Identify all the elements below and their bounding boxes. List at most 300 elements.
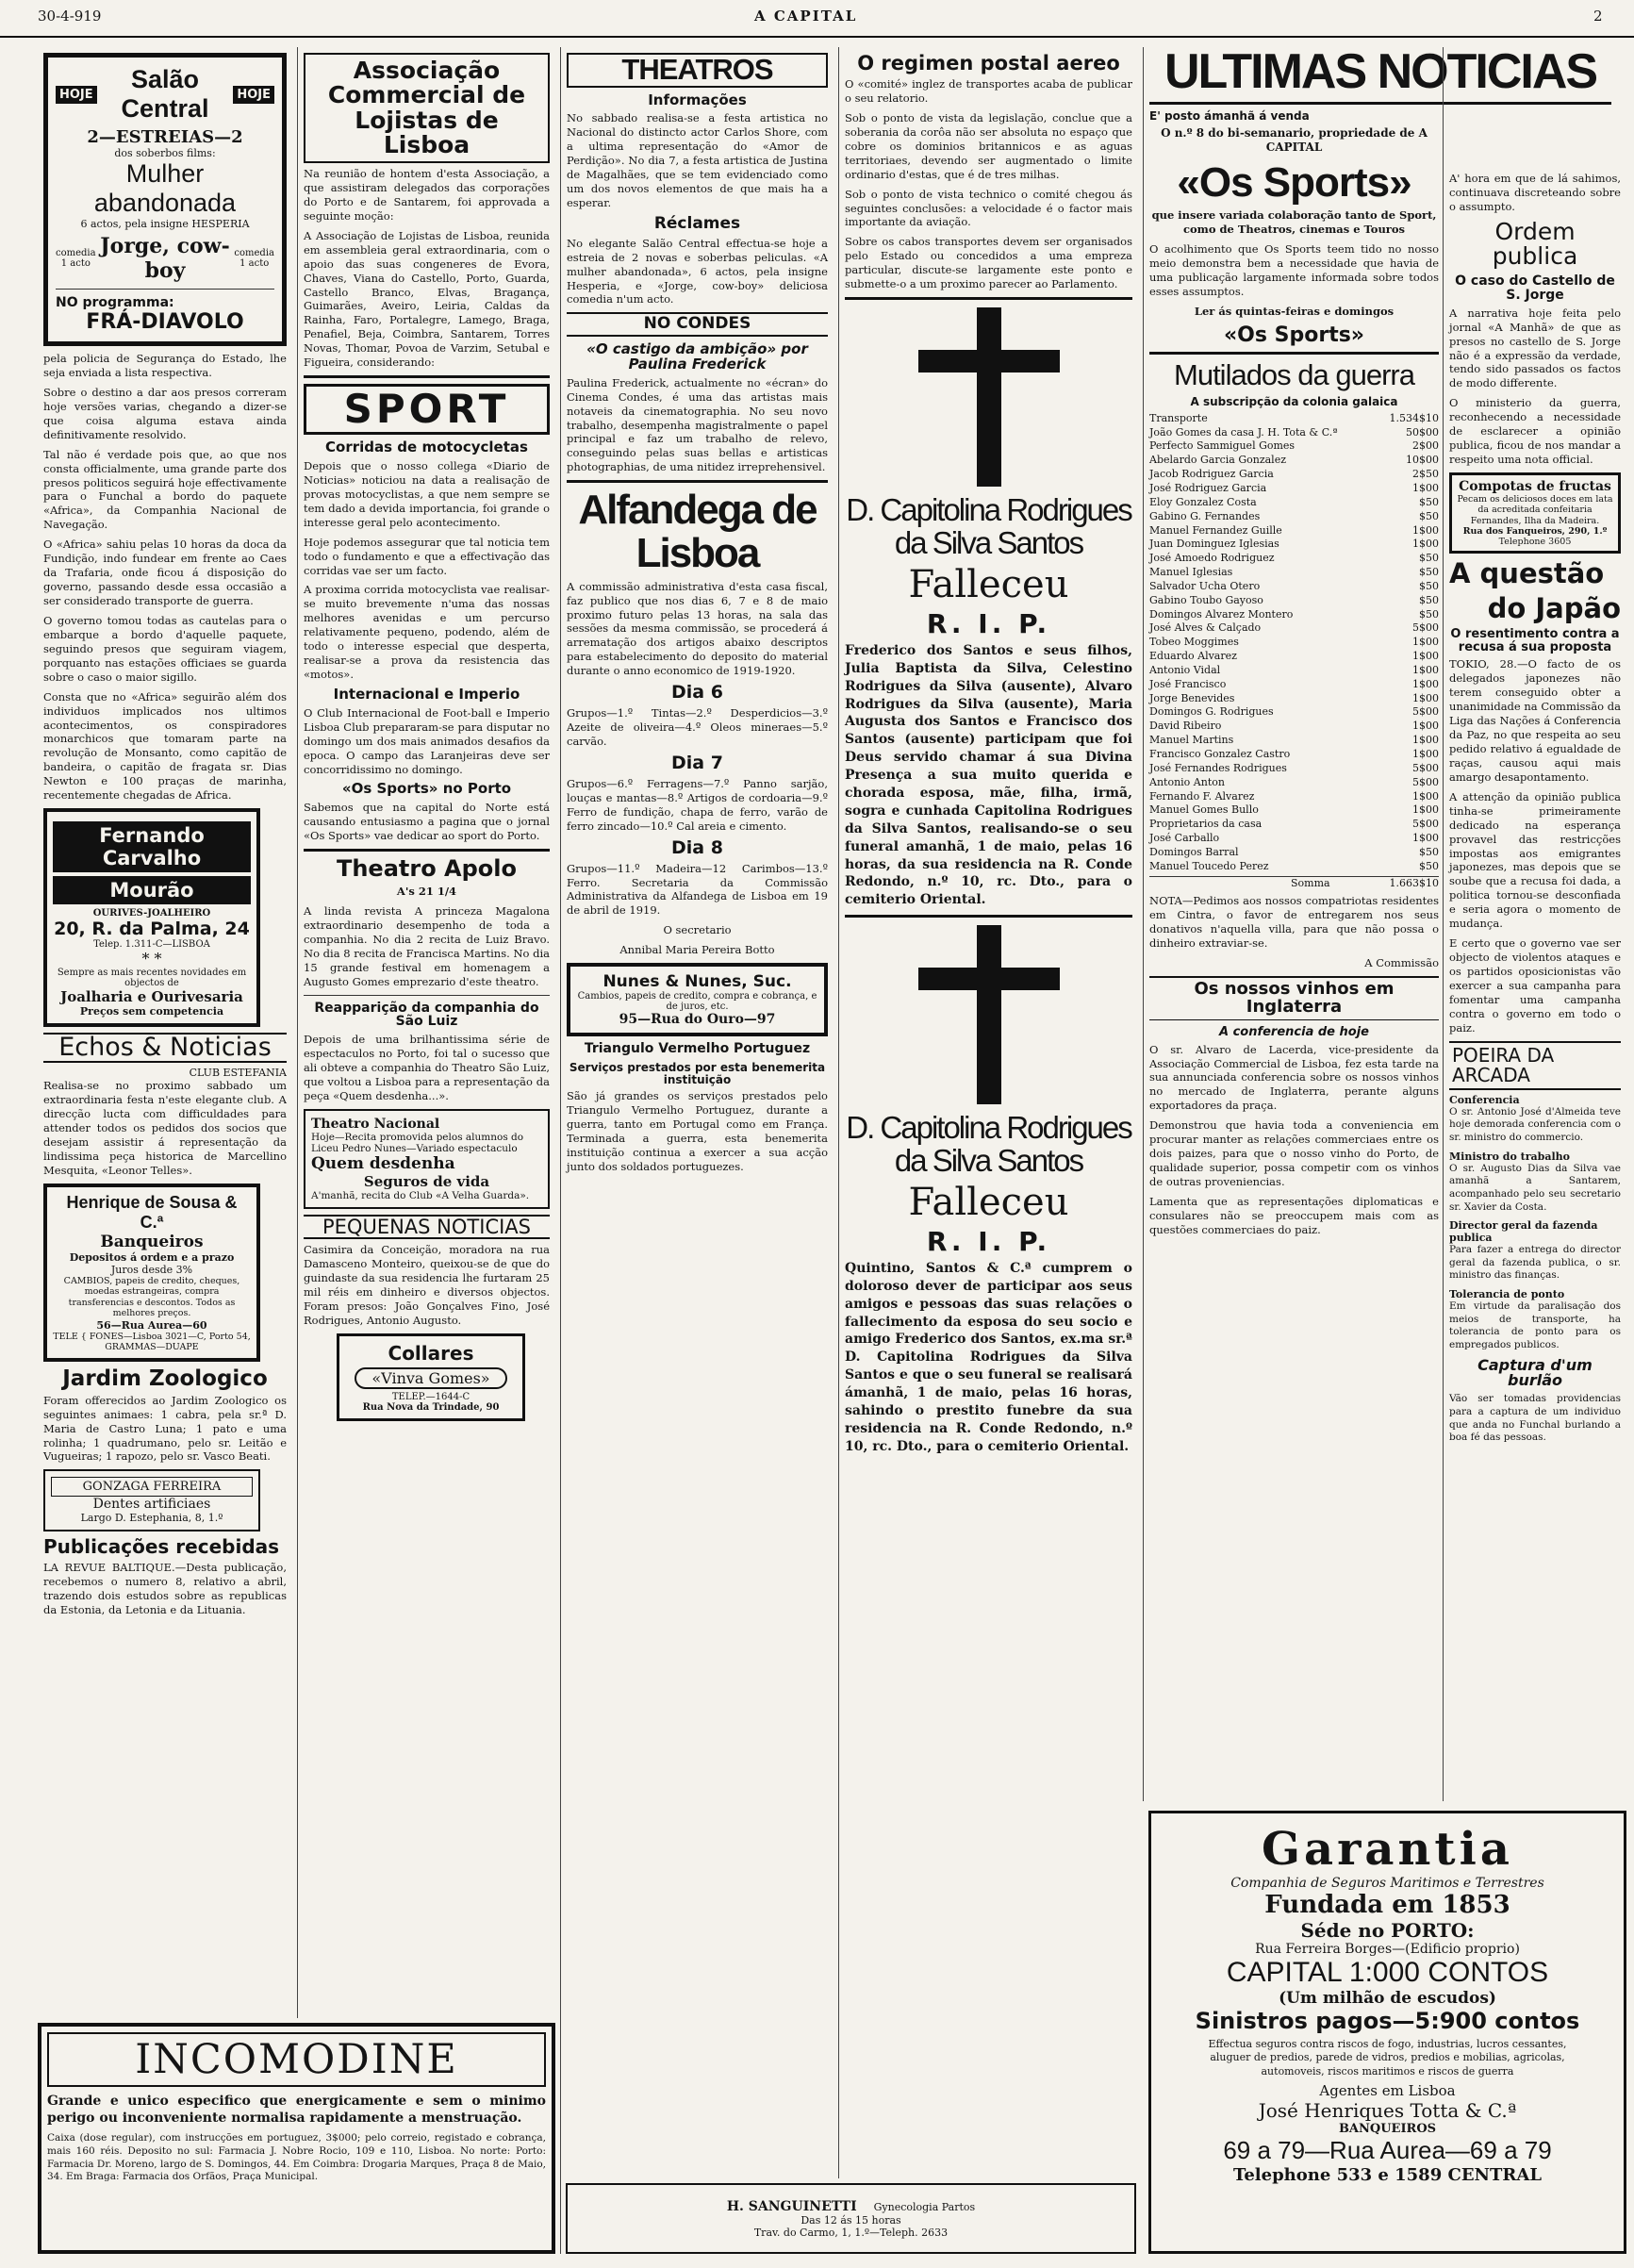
salao-title: Salão Central [121, 65, 209, 123]
hoje-right: HOJE [233, 86, 274, 104]
japao-sub: O resentimento contra a recusa á sua proposta [1450, 627, 1620, 654]
sports-text: O acolhimento que Os Sports teem tido no nosso meio demonstra bem a necessidade que havia de uma publicação largamente informada sobre todos esses assumptos. [1149, 241, 1439, 298]
sousa-phones: TELE { FONES—Lisboa 3021—C, Porto 54, GRAMMAS—DUAPE [53, 1331, 251, 1352]
echos-title: Echos & Noticias [43, 1033, 287, 1063]
subscriber-name: Proprietarios da casa [1149, 818, 1263, 831]
garantia-address: 69 a 79—Rua Aurea—69 a 79 [1223, 2135, 1552, 2164]
condes-sub: «O castigo da ambição» por Paulina Frederick [586, 340, 808, 372]
subscriber-name: Domingos Barral [1149, 845, 1239, 858]
garantia-name: Garantia [1262, 1823, 1513, 1876]
pequenas-text: Casimira da Conceição, moradora na rua Damasceno Monteiro, queixou-se de que do guindaste da sua residencia lhe furtaram 25 mil réis em dinheiro e diversos objectos. Foram presos: João Gonçalves Fino, José Rodrigues, Antonio Augusto. [304, 1242, 550, 1327]
article-text: Tal não é verdade pois que, ao que nos consta officialmente, uma grande parte dos presos politicos seguirá hoje effectivamente para o Funchal a bordo do paquete «Africa», da Companhia Nacional de Navegação. [43, 447, 287, 532]
film-1: Mulher abandonada [93, 159, 237, 217]
publications-text: LA REVUE BALTIQUE.—Desta publicação, recebemos o numero 8, relativo a abril, trazendo dois estudos sobre as republicas da Estonia, da Letonia e da Lituania. [43, 1561, 287, 1617]
poeira-text: Em virtude da paralisação dos meios de transporte, ha tolerancia de ponto para os empregados publicos. [1449, 1300, 1621, 1351]
programme-label: NO programma: [56, 295, 174, 310]
subscription-row [1149, 720, 1439, 734]
subscriber-amount: $50 [1419, 607, 1439, 621]
sport-text: Sabemos que na capital do Norte está causando entusiasmo a pagina que o jornal «Os Sports» vae dedicar ao sport do Porto. [304, 801, 550, 843]
assoc-text: Na reunião de hontem d'esta Associação, a que assistiram delegados das corporações do Porto e de Santarem, foi approvada a seguinte moção: [304, 167, 550, 223]
subscription-row [1149, 762, 1439, 776]
sousa-trade: Banqueiros [100, 1233, 204, 1252]
subscriber-name: Manuel Gomes Bullo [1149, 803, 1259, 817]
subscriber-name: José Fernandes Rodrigues [1149, 761, 1287, 774]
poeira-text: Para fazer a entrega do director geral da fazenda publica, o sr. ministro das finanças. [1449, 1244, 1621, 1282]
sport-text: Hoje podemos assegurar que tal noticia tem todo o fundamento e que a effectivação das corridas vae ser um facto. [304, 535, 550, 577]
mutilados-title: Mutilados da guerra [1174, 357, 1414, 391]
subscriber-amount: 50$00 [1406, 425, 1439, 439]
sousa-name: Henrique de Sousa & C.ª [66, 1193, 238, 1233]
asterisk-icon: * * [141, 950, 162, 968]
gonzaga-ad [43, 1469, 260, 1531]
subscription-row [1149, 552, 1439, 566]
obituary-text: Frederico dos Santos e seus filhos, Julia Baptista da Silva, Celestino Rodrigues da Silva (ausente), Alvaro Rodrigues da Silva (ausente), Maria Augusta dos Santos e Francisco dos Santos (ausente) participam que foi Deus servido chamar á sua Divina Presença a sua muito querida e chorada esposa, mãe, filha, irmã, sogra e cunhada Capitolina Rodrigues da Silva Santos, realisando-se o seu funeral amanhã, 1 de maio, pelas 16 horas, da sua residencia na R. Conde Redondo, n.º 10, rc. Dto., para o cemiterio Oriental. [845, 642, 1132, 908]
sousa-rates: Juros desde 3% [110, 1264, 193, 1277]
film-2: Jorge, cow-boy [100, 234, 230, 283]
column-1 [38, 47, 292, 2254]
subscriber-name: Abelardo Garcia Gonzalez [1149, 454, 1286, 467]
subscriber-name: José Rodriguez Garcia [1149, 481, 1267, 494]
japao-title-1: A questão [1449, 557, 1605, 590]
column-2 [297, 47, 555, 2018]
subscriber-name: José Francisco [1149, 677, 1227, 690]
nunes-name: Nunes & Nunes, Suc. [602, 972, 792, 992]
sport-text: O Club Internacional de Foot-ball e Imperio Lisboa Club prepararam-se para disputar no domingo um dos mais animados desafios da epoca. O campo das Laranjeiras deve ser concorridissimo no domingo. [304, 705, 550, 776]
japao-text: A attenção da opinião publica tinha-se primeiramente dedicado na esperança provavel das restricções impostas aos emigrantes japonezes, mas depois que se soube que a recusa foi dada, a politica tornou-se desconfiada e seria agora o momento de mudança. [1449, 789, 1621, 931]
gonzaga-name: GONZAGA FERREIRA [51, 1477, 253, 1497]
publications-title: Publicações recebidas [43, 1535, 280, 1559]
burlao-text: Vão ser tomadas providencias para a captura de um individuo que anda no Funchal burlando a boa fé das pessoas. [1449, 1393, 1621, 1444]
garantia-sinistros: Sinistros pagos—5:900 contos [1195, 2008, 1580, 2034]
pequenas-title: PEQUENAS NOTICIAS [304, 1215, 550, 1239]
vinhos-text: Demonstrou que havia toda a conveniencia em procurar manter as relações commerciaes entre os dois paizes, para que o nosso vinho do Porto, de qualidade superior, possa competir com os vinhos de outras proveniencias. [1149, 1118, 1439, 1188]
column-3 [560, 47, 834, 2254]
echos-text: Realisa-se no proximo sabbado um extraordinaria festa n'este elegante club. A direcção lucta com difficuldades para attender todos os pedidos dos socios que desejam assistir á representação da lindissima peça historica de Marcellino Mesquita, «Leonor Telles». [43, 1079, 287, 1178]
subscription-row [1149, 748, 1439, 762]
poeira-heading: Conferencia [1449, 1093, 1520, 1106]
jeweller-address: 20, R. da Palma, 24 [54, 919, 250, 940]
vinhos-text: O sr. Alvaro de Lacerda, vice-presidente da Associação Commercial de Lisboa, fez esta tarde na sua annunciada conferencia sobre os nossos vinhos no mercado de Inglaterra, perante alguns exportadores da praça. [1149, 1042, 1439, 1113]
film-2-left: comedia 1 acto [56, 248, 96, 269]
postal-text: Sob o ponto de vista da legislação, conclue que a soberania da corôa não ser absoluta no espaço que cobre os dominios britannicos e as aguas territoriaes, devendo ser augmentado o limite ordinario d'estas, que é de tres milhas. [845, 110, 1132, 181]
salao-central-ad [43, 53, 287, 346]
secretario-name: Annibal Maria Pereira Botto [619, 943, 775, 957]
apolo-text: A linda revista A princeza Magalona extraordinario desempenho de toda a companhia. No dia 2 recita de Luiz Bravo. No dia 8 recita de Francisca Martins. No dia 15 grande festival em homenagem a Augusto Gomes emprezario d'este theatro. [304, 904, 550, 988]
subscription-row [1149, 860, 1439, 874]
jeweller-name-2: Mourão [53, 876, 251, 904]
nunes-address: 95—Rua do Ouro—97 [619, 1012, 776, 1028]
subscriber-name: Manuel Iglesias [1149, 566, 1233, 579]
subscriber-amount: 2$50 [1412, 468, 1439, 481]
film-1-note: 6 actos, pela insigne HESPERIA [80, 218, 250, 230]
subscriber-name: José Carballo [1149, 832, 1220, 845]
vinhos-text: Lamenta que as representações diplomaticas e consulares não se preoccupem mais com as questões commerciaes do paiz. [1149, 1194, 1439, 1236]
subscription-row [1149, 832, 1439, 846]
subscriber-name: Domingos Alvarez Montero [1149, 607, 1294, 621]
apolo-title: Theatro Apolo [336, 855, 518, 883]
subscription-row [1149, 678, 1439, 692]
ultimas-title: ULTIMAS NOTICIAS [1149, 47, 1611, 105]
poeira-text: O sr. Augusto Dias da Silva vae amanhã a Santarem, acompanhado pelo seu secretario sr. Xavier da Costa. [1449, 1162, 1621, 1213]
subscriber-name: Transporte [1149, 411, 1208, 424]
subscription-row [1149, 510, 1439, 524]
masthead [0, 0, 1634, 38]
dia-7-text: Grupos—6.º Ferragens—7.º Panno sarjão, louças e mantas—8.º Artigos de cordoaria—9.º Ferro de fundição, chapa de ferro, varão de ferro zincado—10.º Cal areia e cimento. [567, 776, 828, 833]
sousa-address: 56—Rua Aurea—60 [96, 1318, 207, 1332]
postal-text: Sobre os cabos transportes devem ser organisados pelo Estado ou concedidos a uma empreza particular, discute-se largamente este ponto e submette-o a um proximo parecer ao Parlamento. [845, 235, 1132, 291]
subscription-row [1149, 580, 1439, 594]
total-value: 1.663$10 [1389, 876, 1439, 889]
sport-title: SPORT [304, 384, 550, 435]
subscriber-name: Manuel Toucedo Perez [1149, 859, 1269, 872]
obituary-2 [845, 925, 1132, 1455]
commissao: A Commissão [1364, 956, 1439, 970]
subscriber-amount: 1$00 [1412, 677, 1439, 690]
assoc-text: A Associação de Lojistas de Lisboa, reunida em assembleia geral extraordinaria, com o apoio das suas congeneres de Evora, Chaves, Viana do Castello, Porto, Guarda, Castello Branco, Elvas, Bragança, Guimarães, Aveiro, Leiria, Caldas da Rainha, Faro, Portalegre, Lamego, Braga, Penafiel, Beja, Coimbra, Santarem, Torres Novas, Thomar, Povoa de Varzim, Setubal e Figueira, considerando: [304, 228, 550, 370]
subscription-row [1149, 818, 1439, 832]
masthead-page-number: 2 [1593, 8, 1603, 25]
hoje-left: HOJE [56, 86, 97, 104]
postal-text: O «comité» inglez de transportes acaba de publicar o seu relatorio. [845, 77, 1132, 105]
trindade-line: Hoje—Recita promovida pelos alumnos do Liceu Pedro Nunes—Variado espectaculo [311, 1131, 524, 1154]
sports-text: Ler ás quintas-feiras e domingos [1194, 304, 1395, 318]
sanguinetti-address: Trav. do Carmo, 1, 1.º—Teleph. 2633 [753, 2226, 949, 2239]
subscription-row [1149, 636, 1439, 650]
jeweller-trade: OURIVES-JOALHEIRO [92, 908, 211, 919]
japao-text: TOKIO, 28.—O facto de os delegados japonezes não terem conseguido obter a unanimidade na Commissão da Liga das Nações á Conferencia da Paz, no que respeita ao seu pedido relativo á egualdade de raças, causou aqui mais amargo desapontamento. [1449, 657, 1621, 784]
japao-text: E certo que o governo vae ser objecto de violentos ataques e os partidos oposicionistas vão exercer a sua campanha para fomentar uma campanha contra o governo em todo o paiz. [1449, 936, 1621, 1035]
garantia-agent-trade: BANQUEIROS [1338, 2121, 1437, 2136]
subscriber-amount: $50 [1419, 566, 1439, 579]
theatros-text: No sabbado realisa-se a festa artistica no Nacional do distincto actor Carlos Shore, com a ultima representação do «Amor de Perdição». No dia 7, a festa artistica de Justina de Magalhães, que se tem evidenciado como um dos novos elementos de que mais ha a esperar. [567, 111, 828, 209]
subscription-row [1149, 524, 1439, 538]
poeira-text: O sr. Antonio José d'Almeida teve hoje demorada conferencia com o sr. ministro do commercio. [1449, 1105, 1621, 1143]
subscriber-amount: 1$00 [1412, 538, 1439, 551]
collares-ad [337, 1333, 525, 1421]
article-text: O «Africa» sahiu pelas 10 horas da doca da Fundição, indo fundear em frente ao Caes da Trafaria, onde ficou á disposição do governo, passando desde essa occasião a ser considerado transporte de guerra. [43, 538, 287, 607]
sanguinetti-trade: Gynecologia Partos [873, 2200, 976, 2213]
sport-heading: Internacional e Imperio [333, 686, 520, 704]
sousa-bank-ad [43, 1184, 260, 1362]
subscriber-amount: 1$00 [1412, 803, 1439, 817]
subscriber-amount: $50 [1419, 593, 1439, 606]
trindade-title: Theatro Nacional [311, 1116, 440, 1132]
subscription-row [1149, 594, 1439, 608]
incomodine-title: INCOMODINE [47, 2032, 546, 2087]
subscription-row [1149, 496, 1439, 510]
subscription-row [1149, 776, 1439, 790]
subscriber-amount: 1.534$10 [1389, 411, 1439, 424]
garantia-agent-name: José Henriques Totta & C.ª [1258, 2098, 1517, 2122]
trindade-tail: A'manhã, recita do Club «A Velha Guarda». [311, 1189, 530, 1201]
jeweller-tag-3: Preços sem competencia [79, 1005, 224, 1018]
vinhos-title: Os nossos vinhos em Inglaterra [1149, 976, 1439, 1020]
sousa-cambios: CAMBIOS, papeis de credito, cheques, moedas estrangeiras, compra transferencias e descontos. Todos as melhores preços. [63, 1276, 240, 1319]
subscriber-name: José Amoedo Rodriguez [1149, 552, 1275, 565]
sport-heading: «Os Sports» no Porto [341, 780, 512, 798]
reclames-text: No elegante Salão Central effectua-se hoje a estreia de 2 novas e soberbas peliculas. «A mulher abandonada», 6 actos, pela insigne Hesperia, e «Jorge, cow-boy» deliciosa comedia n'um acto. [567, 236, 828, 306]
jeweller-phone: Telep. 1.311-C—LISBOA [93, 939, 210, 951]
gonzaga-line: Dentes artificiaes [92, 1497, 211, 1513]
article-text: Sobre o destino a dar aos presos correram hoje versões varias, chegando a dizer-se que coisa alguma estava ainda definitivamente resolvido. [43, 385, 287, 441]
triangulo-title: Triangulo Vermelho Portuguez [584, 1041, 811, 1057]
alfandega-text: A commissão administrativa d'esta casa fiscal, faz publico que nos dias 6, 7 e 8 de maio proximo futuro pelas 13 horas, na sala das sessões da mesma commissão, se procederá á arrematação dos artigos abaixo descriptos para estabelecimento do deposito do material durante o anno economico de 1919-1920. [567, 579, 828, 678]
informacoes: Informações [648, 91, 747, 108]
sports-text: O n.º 8 do bi-semanario, propriedade de A CAPITAL [1161, 125, 1428, 155]
poeira-heading: Tolerancia de ponto [1449, 1288, 1565, 1301]
subscriber-name: José Alves & Calçado [1149, 621, 1262, 635]
jeweller-tag-1: Sempre as mais recentes novidades em objectos de [57, 968, 247, 989]
subscriber-amount: $50 [1419, 845, 1439, 858]
sousa-deposits: Depositos á ordem e a prazo [69, 1251, 235, 1265]
subscriber-amount: 1$00 [1412, 650, 1439, 663]
subscription-row [1149, 439, 1439, 454]
sports-lead: E' posto ámanhã á venda [1149, 109, 1310, 123]
garantia-ad [1148, 1811, 1626, 2254]
compotas-line: Pecam os deliciosos doces em lata da acreditada confeitaria Fernandes, Ilha da Madeira. [1457, 494, 1613, 526]
trindade-ad [304, 1109, 550, 1209]
subscription-row [1149, 608, 1439, 622]
triangulo-text: São já grandes os serviços prestados pelo Triangulo Vermelho Portuguez, durante a guerra, tanto em Portugal como em França. Terminada a guerra, esta benemerita instituição continua a exercer a sua acção junto dos soldados portuguezes. [567, 1089, 828, 1173]
garantia-note: Effectua seguros contra riscos de fogo, industrias, lucros cessantes, aluguer de predios, parede de vidros, predios e mobilias, agricolas, automoveis, riscos maritimos e riscos de guerra [1208, 2038, 1567, 2078]
incomodine-ad [38, 2023, 555, 2254]
subscriber-name: Perfecto Sammiguel Gomes [1149, 439, 1296, 453]
subscription-row [1149, 566, 1439, 580]
subscription-row [1149, 412, 1439, 426]
subscriber-amount: 1$00 [1412, 832, 1439, 845]
subscriber-name: Fernando F. Alvarez [1149, 789, 1255, 803]
subscriber-name: Tobeo Moggimes [1149, 636, 1239, 649]
obituary-name: D. Capitolina Rodrigues da Silva Santos [846, 492, 1131, 560]
obituary-1 [845, 307, 1132, 909]
reclames-title: Réclames [653, 213, 741, 233]
garantia-agents: Agentes em Lisboa [1319, 2081, 1456, 2099]
incomodine-tag: Grande e unico especifico que energicamente e sem o minimo perigo ou inconveniente normalisa rapidamente a menstruação. [47, 2094, 546, 2127]
subscriber-amount: 10$00 [1406, 454, 1439, 467]
subscriber-amount: 2$00 [1412, 439, 1439, 453]
subscriber-name: Eloy Gonzalez Costa [1149, 495, 1257, 508]
sanguinetti-hours: Das 12 ás 15 horas [800, 2213, 901, 2227]
gonzaga-address: Largo D. Estephania, 8, 1.º [80, 1512, 223, 1525]
garantia-phones: Telephone 533 e 1589 CENTRAL [1233, 2164, 1542, 2185]
obituary-falleceu: Falleceu [908, 1181, 1069, 1225]
trindade-play-2: Seguros de vida [363, 1172, 490, 1190]
dia-8-text: Grupos—11.º Madeira—12 Carimbos—13.º Ferro. Secretaria da Commissão Administrativa da Alfandega de Lisboa em 19 de abril de 1919. [567, 861, 828, 918]
sanguinetti-name: H. SANGUINETTI [726, 2198, 857, 2214]
subscriber-amount: 1$00 [1412, 789, 1439, 803]
poeira-title: POEIRA DA ARCADA [1449, 1041, 1621, 1090]
ordem-sub: O caso do Castello de S. Jorge [1455, 273, 1615, 303]
subscription-total [1149, 876, 1439, 891]
vinhos-sub: A conferencia de hoje [1218, 1024, 1369, 1039]
secretario: O secretario [663, 923, 732, 937]
jeweller-tag-2: Joalharia e Ourivesaria [60, 988, 243, 1006]
masthead-title: A CAPITAL [754, 8, 858, 25]
burlao-title: Captura d'um burlão [1477, 1355, 1593, 1390]
obituary-falleceu: Falleceu [908, 563, 1069, 607]
subscriber-name: Francisco Gonzalez Castro [1149, 748, 1291, 761]
garantia-capital-sub: (Um milhão de escudos) [1279, 1989, 1496, 2008]
collares-name: Collares [388, 1341, 474, 1365]
subscriber-name: David Ribeiro [1149, 720, 1222, 733]
mutilados-note: NOTA—Pedimos aos nossos compatriotas residentes em Cintra, o favor de entregarem nos seus donativos n'aquella villa, para que não possa o dinheiro extraviar-se. [1149, 894, 1439, 951]
alfandega-title: Alfandega de Lisboa [578, 487, 817, 577]
subscriber-name: Jorge Benevides [1149, 691, 1235, 704]
subscription-row [1149, 692, 1439, 706]
cross-icon [845, 925, 1132, 1104]
subscriber-amount: 5$00 [1412, 818, 1439, 831]
subscription-row [1149, 650, 1439, 664]
collares-phone: TELEP.—1644-C [391, 1391, 470, 1402]
poeira-heading: Director geral da fazenda publica [1449, 1219, 1598, 1245]
apolo-time: A's 21 1/4 [396, 885, 457, 899]
subscriber-name: Manuel Fernandez Guille [1149, 523, 1282, 537]
collares-address: Rua Nova da Trindade, 90 [362, 1401, 500, 1413]
column-4 [838, 47, 1138, 2178]
jeweller-name-1: Fernando Carvalho [53, 821, 251, 872]
salao-sub: dos soberbos films: [114, 147, 216, 159]
dia-8: Dia 8 [671, 836, 723, 858]
subscriber-amount: $50 [1419, 859, 1439, 872]
subscriber-name: Domingos G. Rodrigues [1149, 705, 1274, 719]
nunes-line: Cambios, papeis de credito, compra e cobrança, e de juros, etc. [577, 991, 817, 1013]
triangulo-sub: Serviços prestados por esta benemerita instituição [569, 1060, 826, 1086]
sluiz-title: Reapparição da companhia do São Luiz [314, 1000, 539, 1030]
trindade-play: Quem desdenha [311, 1153, 455, 1173]
garantia-founded: Fundada em 1853 [1264, 1891, 1510, 1919]
obituary-text: Quintino, Santos & C.ª cumprem o doloroso dever de participar aos seus amigos e pessoas das suas relações o fallecimento da esposa do seu socio e amigo Frederico dos Santos, ex.ma sr.ª D. Capitolina Rodrigues da Silva Santos e que o seu funeral se realisará ámanhã, 1 de maio, pelas 16 horas, sahindo o prestito funebre da sua residencia na R. Conde Redondo, n.º 10, rc. Dto., para o cemiterio Oriental. [845, 1260, 1132, 1454]
jeweller-ad [43, 808, 260, 1027]
subscriber-amount: $50 [1419, 495, 1439, 508]
poeira-heading: Ministro do trabalho [1449, 1150, 1570, 1163]
dia-6: Dia 6 [671, 682, 723, 704]
sport-text: Depois que o nosso collega «Diario de Noticias» noticiou na data a realisação de provas motocyclistas, a que nem sempre se tem dado a devida importancia, foi grande o interesse geral pelo acontecimento. [304, 458, 550, 529]
subscriber-amount: 5$00 [1412, 705, 1439, 719]
garantia-sub: Companhia de Seguros Maritimos e Terrestres [1230, 1876, 1544, 1891]
incomodine-fine: Caixa (dose regular), com instrucções em portuguez, 3$000; pelo correio, registado e cobrança, mais 160 réis. Deposito no sul: Farmacia J. Nobre Rocio, 109 e 110, Lisboa. No norte: Porto: Farmacia Dr. Moreno, largo de S. Domingos, 44. Em Coimbra: Drogaria Marques, Praça 8 de Maio, 34. Em Braga: Farmacia dos Orfãos, Praça Municipal. [47, 2132, 546, 2183]
zoo-text: Foram offerecidos ao Jardim Zoologico os seguintes animaes: 1 cabra, pela sr.ª D. Maria de Castro Luna; 1 pato e uma rolinha; 1 quadrumano, pelo sr. Leitão e Vugueiras; 1 rapozo, pelo sr. Vasco Beati. [43, 1393, 287, 1464]
obituary-rip: R. I. P. [926, 1226, 1051, 1258]
ordem-text: A narrativa hoje feita pelo jornal «A Manhã» de que as presos no castello de S. Jorge não é a expressão da verdade, tendo sido passados os factos de modo differente. [1449, 306, 1621, 390]
dia-6-text: Grupos—1.º Tintas—2.º Desperdicios—3.º Azeite de oliveira—4.º Oleos mineraes—5.º carvão. [567, 706, 828, 749]
subscription-row [1149, 426, 1439, 440]
subscriber-amount: 1$00 [1412, 523, 1439, 537]
assoc-title: Associação Commercial de Lojistas de Lisboa [304, 53, 550, 163]
obituary-rip: R. I. P. [926, 608, 1051, 640]
subscriber-amount: 5$00 [1412, 621, 1439, 635]
compotas-address: Rua dos Fanqueiros, 290, 1.º [1462, 526, 1608, 538]
subscription-row [1149, 705, 1439, 720]
subscriber-amount: $50 [1419, 552, 1439, 565]
subscriber-amount: $50 [1419, 579, 1439, 592]
subscriber-amount: 1$00 [1412, 720, 1439, 733]
sanguinetti-ad [566, 2183, 1136, 2254]
subscriber-name: Gabino G. Fernandes [1149, 509, 1261, 522]
garantia-sede-addr: Rua Ferreira Borges—(Edificio proprio) [1255, 1942, 1520, 1957]
ordem-title: Ordem publica [1492, 217, 1578, 271]
subscriber-amount: $50 [1419, 509, 1439, 522]
obituary-name: D. Capitolina Rodrigues da Silva Santos [846, 1110, 1131, 1178]
subscription-row [1149, 664, 1439, 678]
intro-text: A' hora em que de lá sahimos, continuava discreteando sobre o assumpto. [1449, 172, 1621, 213]
japao-title-2: do Japão [1487, 591, 1621, 624]
subscriber-name: Antonio Anton [1149, 775, 1225, 788]
article-text: O governo tomou todas as cautelas para o embarque a bordo d'aquelle paquete, seguindo presos que seguiram viagem, porquanto nas estações officiaes se guarda sobre o caso o maior sigillo. [43, 613, 287, 684]
subscriber-name: Antonio Vidal [1149, 663, 1221, 676]
zoo-title: Jardim Zoologico [62, 1366, 268, 1391]
subscriber-name: Gabino Toubo Gayoso [1149, 593, 1263, 606]
subscriber-amount: 1$00 [1412, 481, 1439, 494]
compotas-name: Compotas de fructas [1459, 479, 1611, 494]
column-6 [1443, 47, 1626, 1801]
cross-icon [845, 307, 1132, 487]
estreias: 2—ESTREIAS—2 [87, 127, 243, 147]
subscriber-name: Juan Dominguez Iglesias [1149, 538, 1279, 551]
subscriber-amount: 5$00 [1412, 775, 1439, 788]
collares-brand: «Vinva Gomes» [355, 1367, 507, 1389]
film-2-right: comedia 1 acto [234, 248, 274, 269]
compotas-phone: Telephone 3605 [1498, 537, 1572, 548]
subscriber-name: Jacob Rodriguez Garcia [1149, 468, 1274, 481]
subscriber-name: Manuel Martins [1149, 734, 1234, 747]
theatros-title: THEATROS [567, 53, 828, 88]
mutilados-sub: A subscripção da colonia galaica [1190, 395, 1398, 409]
article-text: Consta que no «Africa» seguirão além dos individuos implicados nos ultimos acontecimentos, os conspiradores monarchicos que tomaram parte na revolução de Monsanto, como capitão de bandeira, o capitão de fragata sr. Dias Newton e 100 praças de marinha, recentemente chegadas de Africa. [43, 689, 287, 803]
subscriber-amount: 1$00 [1412, 748, 1439, 761]
subscription-list [1149, 412, 1439, 874]
sports-text: que insere variada colaboração tanto de Sport, como de Theatros, cinemas e Touros [1151, 207, 1437, 236]
sports-name: «Os Sports» [1177, 158, 1411, 206]
subscriber-amount: 5$00 [1412, 761, 1439, 774]
postal-title: O regimen postal aereo [857, 52, 1120, 74]
programme-title: FRÁ-DIAVOLO [86, 310, 244, 334]
condes-title: NO CONDES [567, 312, 828, 337]
sport-text: A proxima corrida motocyclista vae realisar-se muito brevemente n'uma das nossas melhores avenidas e um percurso relativamente pequeno, podendo, além de todo o interesse especial que desperta, realisar-se a prova da resistencia das «motos». [304, 583, 550, 682]
subscriber-amount: 1$00 [1412, 663, 1439, 676]
subscription-row [1149, 468, 1439, 482]
dia-7: Dia 7 [671, 752, 723, 773]
garantia-capital: CAPITAL 1:000 CONTOS [1226, 1957, 1549, 1988]
total-label: Somma [1291, 876, 1330, 889]
article-text: pela policia de Segurança do Estado, lhe seja enviada a lista respectiva. [43, 352, 287, 379]
subscription-row [1149, 621, 1439, 636]
subscriber-name: Salvador Ucha Otero [1149, 579, 1261, 592]
postal-text: Sob o ponto de vista technico o comité chegou ás seguintes conclusões: a velocidade é o factor mais importante da aviação. [845, 187, 1132, 229]
masthead-date: 30-4-919 [38, 8, 102, 25]
subscription-row [1149, 734, 1439, 748]
subscriber-amount: 1$00 [1412, 636, 1439, 649]
subscriber-name: Eduardo Alvarez [1149, 650, 1237, 663]
subscription-row [1149, 454, 1439, 468]
nunes-ad [567, 963, 828, 1036]
subscriber-amount: 1$00 [1412, 734, 1439, 747]
compotas-ad [1449, 472, 1621, 554]
subscription-row [1149, 538, 1439, 552]
sluiz-text: Depois de uma brilhantissima série de espectaculos no Porto, foi tal o sucesso que ali obteve a companhia do Theatro São Luiz, que voltou a Lisboa para a representação da peça «Quem desdenha...». [304, 1033, 550, 1102]
sports-name-2: «Os Sports» [1223, 323, 1365, 347]
subscription-row [1149, 846, 1439, 860]
ordem-text: O ministerio da guerra, reconhecendo a necessidade de esclarecer a opinião publica, ficou de nos mandar a respeito uma nota official. [1449, 396, 1621, 467]
condes-text: Paulina Frederick, actualmente no «écran» do Cinema Condes, é uma das artistas mais notaveis da cinematographia. No seu novo trabalho, desempenha magistralmente o papel principal e faz um trabalho de relevo, conseguindo pelas suas bellas e artisticas photographias, de uma nitidez irreprehensivel. [567, 375, 828, 474]
echos-sub: CLUB ESTEFANIA [189, 1067, 287, 1080]
subscription-row [1149, 790, 1439, 804]
subscriber-amount: 1$00 [1412, 691, 1439, 704]
garantia-sede: Séde no PORTO: [1300, 1919, 1475, 1942]
subscription-row [1149, 803, 1439, 818]
sport-heading: Corridas de motocycletas [325, 439, 528, 456]
subscription-row [1149, 482, 1439, 496]
subscriber-name: João Gomes da casa J. H. Tota & C.ª [1149, 425, 1338, 439]
